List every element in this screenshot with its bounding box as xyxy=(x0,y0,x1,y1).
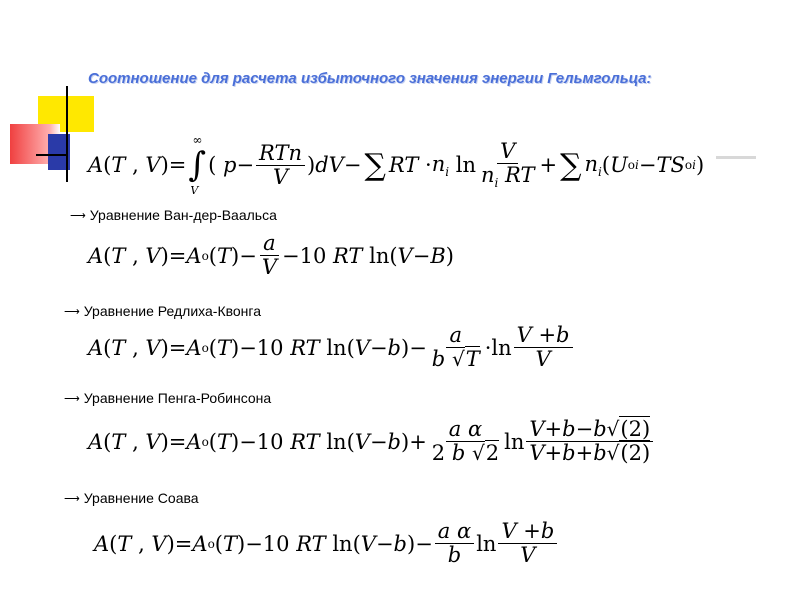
section-heading-peng-robinson xyxy=(64,390,271,406)
arrow-right-icon: ⟶ xyxy=(64,305,80,318)
section-label: Уравнение Редлиха-Квонга xyxy=(83,303,261,319)
section-label: Уравнение Пенга-Робинсона xyxy=(83,390,272,406)
slide-title: Соотношение для расчета избыточного значения энергии Гельмгольца: xyxy=(88,70,652,87)
section-label: Уравнение Соава xyxy=(83,490,199,506)
decor-vertical-line xyxy=(66,86,68,182)
formula-helmholtz-general: A ( T , V )= ∫ ∞ V ( p − $\frac{\text{RTn}}{V}$ ) dV − ∑ RT · $n_i$ ln $\frac{V}{n_i RT}$ + ∑ $n_i$ ( U o i − TS o i ) xyxy=(88,133,705,198)
arrow-right-icon: ⟶ xyxy=(70,209,86,222)
section-heading-redlich-kwong xyxy=(64,303,261,319)
formula-redlich-kwong: A ( T , V )= A o ( T )−10 RT ln( V − b )− $\frac{a}{b √T}$ ·ln $\frac{V +b}{V}$ xyxy=(88,324,575,371)
decor-smudge xyxy=(716,156,756,159)
arrow-right-icon: ⟶ xyxy=(64,492,80,505)
section-heading-van-der-waals xyxy=(70,207,277,223)
formula-peng-robinson: A ( T , V )= A o ( T )−10 RT ln( V − b )+ $\frac{\text{a α}}{2 b √2}$ ln $\frac{V+b-b√(2)}{V+b+b√(2)}$ xyxy=(88,418,655,465)
formula-van-der-waals: A ( T , V )= A o ( T )− $\frac{a}{V}$ −10 RT ln( V − B ) xyxy=(88,231,454,280)
decor-horizontal-line xyxy=(36,154,68,156)
formula-soave: A ( T , V )= A o ( T )−10 RT ln( V − b )− $\frac{\text{a α}}{b}$ ln $\frac{V +b}{V}$ xyxy=(94,520,559,567)
section-label: Уравнение Ван-дер-Ваальса xyxy=(89,207,277,223)
arrow-right-icon: ⟶ xyxy=(64,392,80,405)
section-heading-soave xyxy=(64,490,199,506)
